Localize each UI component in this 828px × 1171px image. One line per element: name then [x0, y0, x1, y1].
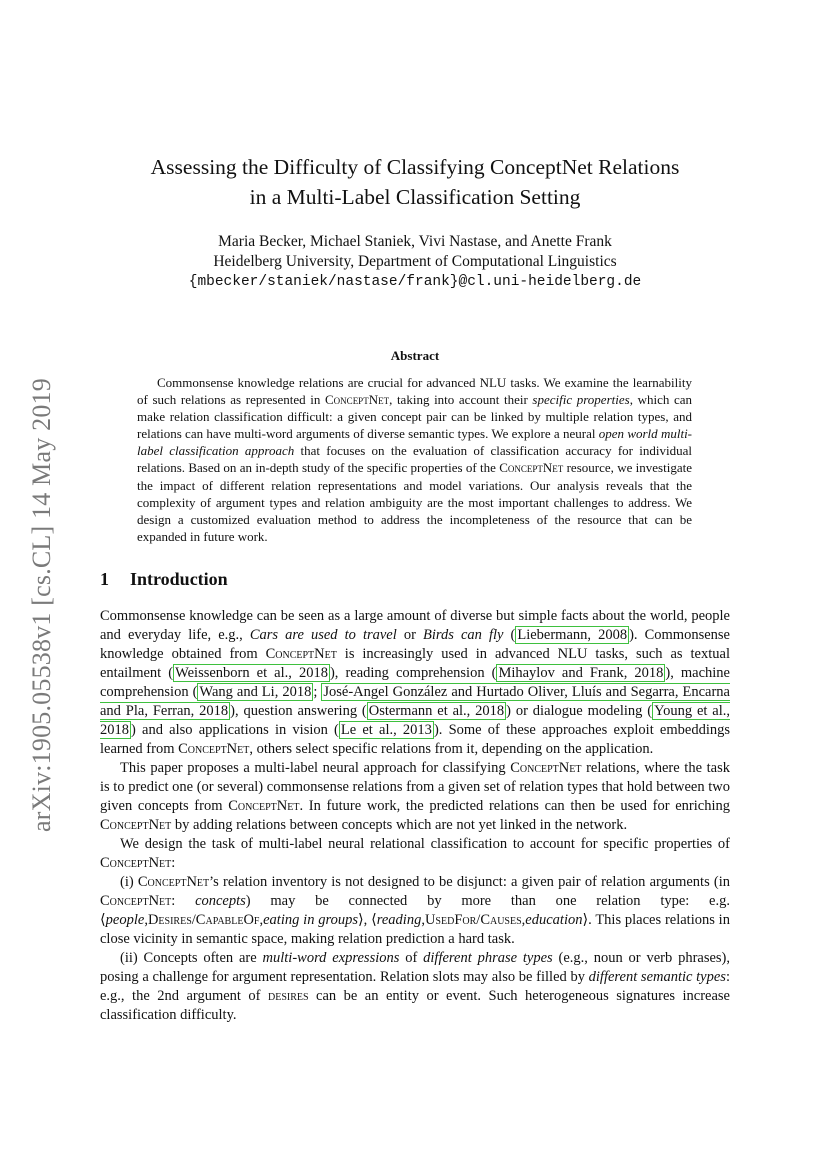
- title-line-2: in a Multi-Label Classification Setting: [249, 185, 581, 209]
- section-heading: [100, 569, 228, 590]
- citation-link[interactable]: Weissenborn et al., 2018: [175, 665, 328, 681]
- author-names: Maria Becker, Michael Staniek, Vivi Nastase, and Anette Frank: [218, 233, 612, 250]
- paper-title: [100, 152, 730, 212]
- arxiv-identifier: arXiv:1905.05538v1 [cs.CL] 14 May 2019: [26, 378, 56, 832]
- author-emails: {mbecker/staniek/nastase/frank}@cl.uni-heidelberg.de: [188, 274, 642, 290]
- section-title: Introduction: [130, 569, 228, 589]
- intro-paragraph-3: We design the task of multi-label neural relational classification to account for specific properties of ConceptNet:: [100, 836, 730, 871]
- intro-paragraph-1: Commonsense knowledge can be seen as a large amount of diverse but simple facts about the world, people and everyday life, e.g., Cars are used to travel or Birds can fly ( Liebermann, 2008 ). Commonsense knowledge obtained from ConceptNet is increasingly used in advanced NLU tasks, such as textual entailment ( Weissenborn et al., 2018 ), reading comprehension ( Mihaylov and Frank, 2018 ), machine comprehension ( Wang and Li, 2018 ; José-Angel González and Hurtado Oliver, Lluís and Segarra, Encarna and Pla, Ferran, 2018 ), question answering ( Ostermann et al., 2018 ) or dialogue modeling ( Young et al., 2018 ) and also applications in vision ( Le et al., 2013 ). Some of these approaches exploit embeddings learned from ConceptNet, others select specific relations from it, depending on the application.: [100, 608, 731, 757]
- introduction-body: [100, 607, 730, 1025]
- section-number: 1: [100, 569, 109, 589]
- citation-link[interactable]: Mihaylov and Frank, 2018: [498, 665, 664, 681]
- arxiv-sidebar-stamp: [19, 360, 64, 850]
- citation-link[interactable]: Young et al., 2018: [100, 703, 731, 738]
- title-line-1: Assessing the Difficulty of Classifying ConceptNet Relations: [150, 155, 680, 179]
- abstract-heading: Abstract: [390, 348, 440, 363]
- intro-paragraph-4: (i) ConceptNet’s relation inventory is not designed to be disjunct: a given pair of relation arguments (in ConceptNet: concepts) may be connected by more than one relation type: e.g. ⟨people,Desires/CapableOf,eating in groups⟩, ⟨reading,UsedFor/Causes,education⟩. This places relations in close vicinity in semantic space, making relation prediction a hard task.: [100, 874, 731, 947]
- abstract-paragraph: Commonsense knowledge relations are crucial for advanced NLU tasks. We examine the learnability of such relations as represented in ConceptNet, taking into account their specific properties, which can make relation classification difficult: a given concept pair can be linked by multiple relation types, and relations can have multi-word arguments of diverse semantic types. We explore a neural open world multi-label classification approach that focuses on the evaluation of classification accuracy for individual relations. Based on an in-depth study of the specific properties of the ConceptNet resource, we investigate the impact of different relation representations and model variations. Our analysis reveals that the complexity of argument types and relation ambiguity are the most important challenges to address. We design a customized evaluation method to address the incompleteness of the resource that can be expanded in future work.: [137, 375, 693, 544]
- citation-link[interactable]: José-Angel González and Hurtado Oliver, Lluís and Segarra, Encarna and Pla, Ferran, 2018: [100, 684, 730, 719]
- abstract-body: [137, 374, 692, 545]
- author-block: [100, 232, 730, 292]
- affiliation: Heidelberg University, Department of Computational Linguistics: [213, 253, 617, 270]
- intro-paragraph-2: This paper proposes a multi-label neural approach for classifying ConceptNet relations, where the task is to predict one (or several) commonsense relations from a given set of relation types that hold between two given concepts from ConceptNet. In future work, the predicted relations can then be used for enriching ConceptNet by adding relations between concepts which are not yet linked in the network.: [100, 760, 730, 833]
- citation-link[interactable]: Le et al., 2013: [340, 722, 432, 738]
- citation-link[interactable]: Liebermann, 2008: [517, 627, 628, 643]
- citation-link[interactable]: Wang and Li, 2018: [199, 684, 312, 700]
- intro-paragraph-5: (ii) Concepts often are multi-word expressions of different phrase types (e.g., noun or verb phrases), posing a challenge for argument representation. Relation slots may also be filled by different semantic types: e.g., the 2nd argument of desires can be an entity or event. Such heterogeneous signatures increase classification difficulty.: [100, 950, 731, 1023]
- citation-link[interactable]: Ostermann et al., 2018: [368, 703, 505, 719]
